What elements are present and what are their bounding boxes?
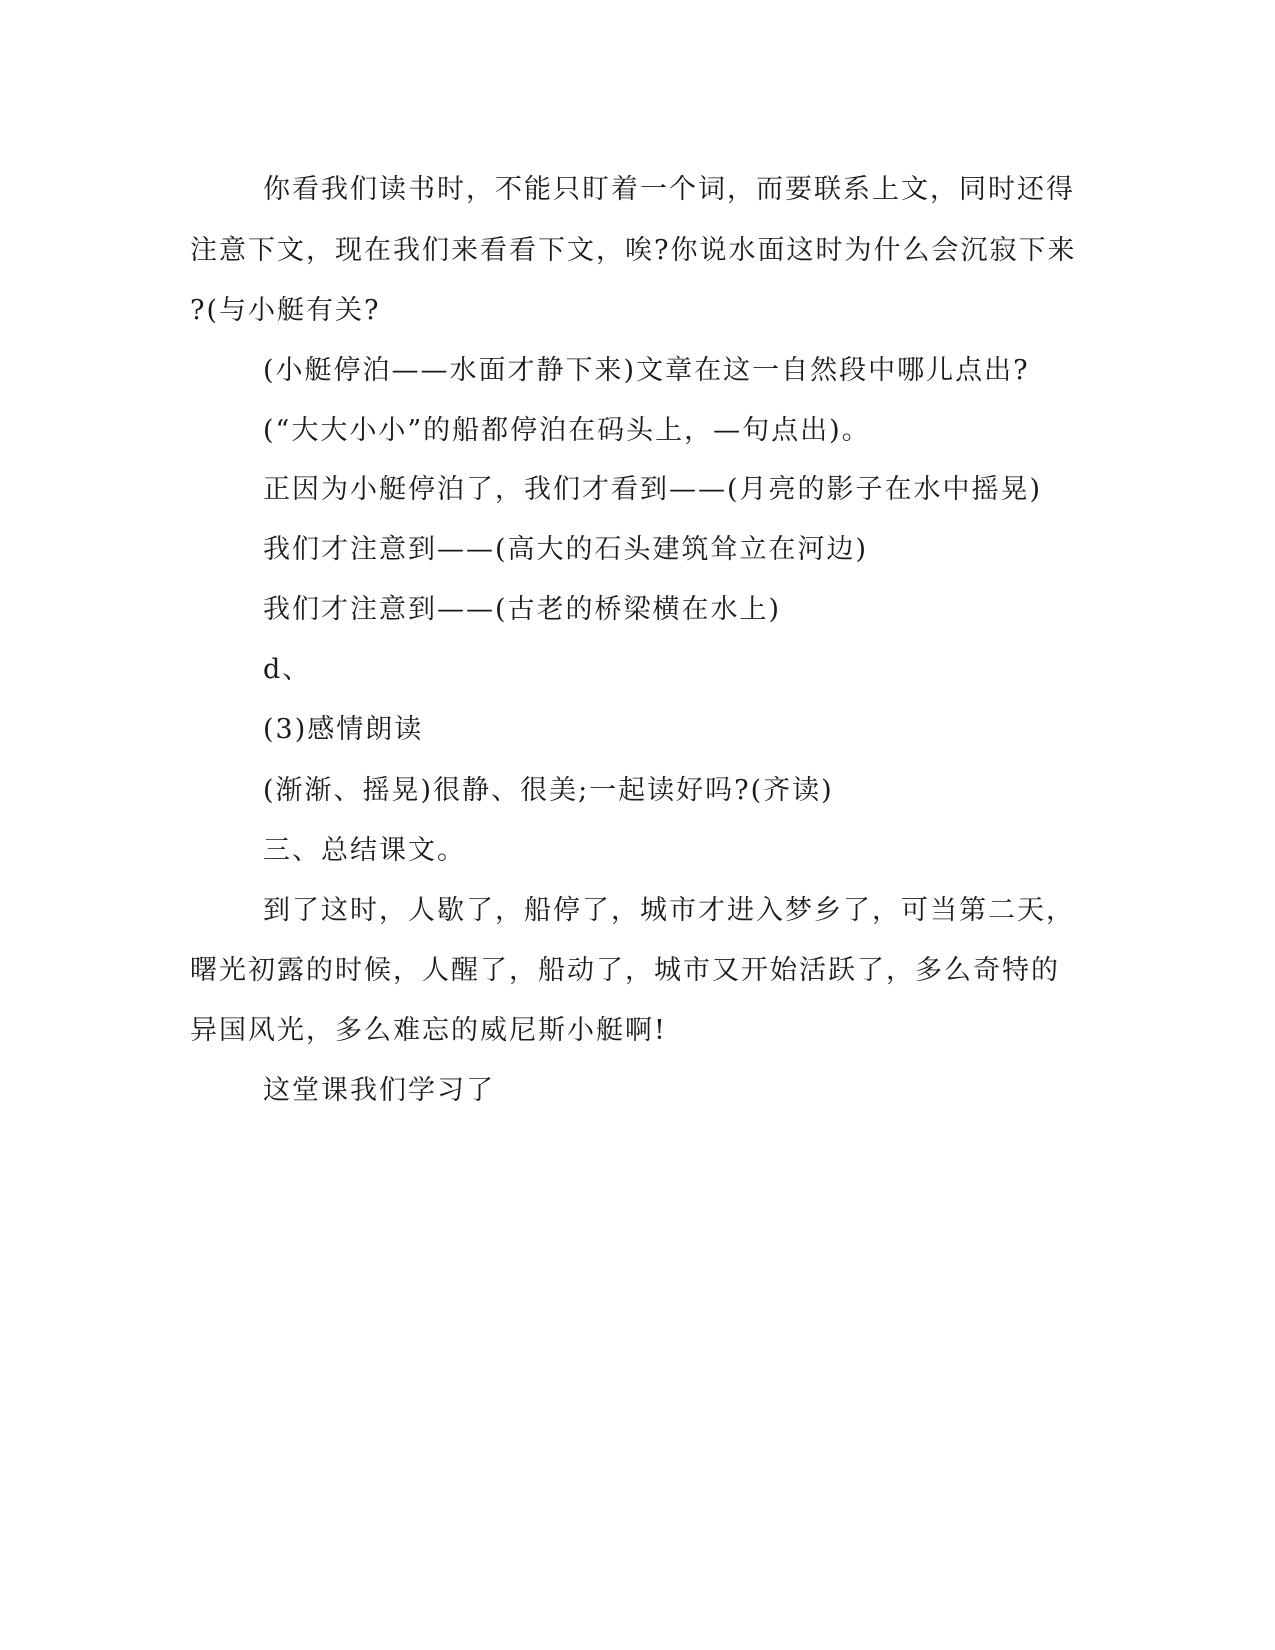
paragraph-line: 注意下文，现在我们来看看下文，唉?你说水面这时为什么会沉寂下来 <box>190 235 1077 266</box>
paragraph-line: (“大大小小”的船都停泊在码头上，—句点出)。 <box>263 415 871 446</box>
paragraph-line: d、 <box>263 654 312 685</box>
paragraph-line: (渐渐、摇晃)很静、很美;一起读好吗?(齐读) <box>263 775 834 806</box>
section-heading: 三、总结课文。 <box>263 835 466 866</box>
paragraph-line: 到了这时，人歇了，船停了，城市才进入梦乡了，可当第二天， <box>263 895 1075 926</box>
paragraph-line: 你看我们读书时，不能只盯着一个词，而要联系上文，同时还得 <box>263 174 1075 205</box>
paragraph-line: 我们才注意到——(古老的桥梁横在水上) <box>263 594 782 625</box>
paragraph-line: 曙光初露的时候，人醒了，船动了，城市又开始活跃了，多么奇特的 <box>190 955 1060 986</box>
paragraph-line: (小艇停泊——水面才静下来)文章在这一自然段中哪儿点出? <box>263 355 1030 386</box>
paragraph-line: 我们才注意到——(高大的石头建筑耸立在河边) <box>263 534 869 565</box>
paragraph-line: 异国风光，多么难忘的威尼斯小艇啊! <box>190 1015 667 1046</box>
paragraph-line: 这堂课我们学习了 <box>263 1075 495 1106</box>
paragraph-line: ?(与小艇有关? <box>190 295 381 326</box>
section-heading: (3)感情朗读 <box>263 714 424 745</box>
paragraph-line: 正因为小艇停泊了，我们才看到——(月亮的影子在水中摇晃) <box>263 474 1043 505</box>
